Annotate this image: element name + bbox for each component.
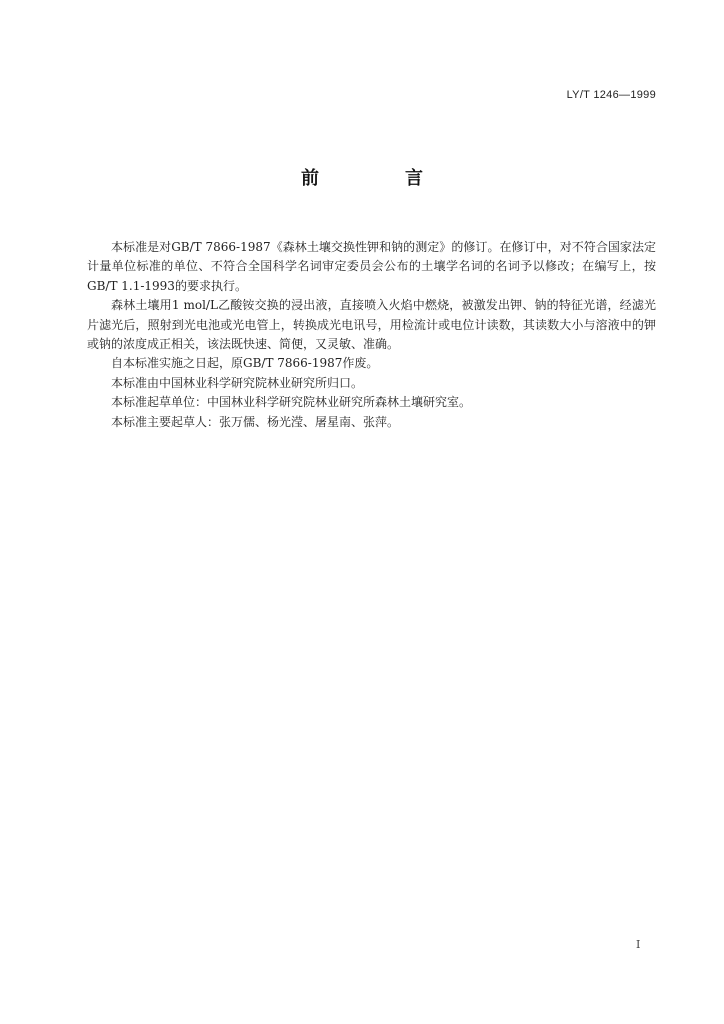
paragraph-method: 森林土壤用1 mol/L乙酸铵交换的浸出液，直接喷入火焰中燃烧，被激发出钾、钠的特征光谱，经滤光片滤光后，照射到光电池或光电管上，转换成光电讯号，用检流计或电位计读数，其读数大小与溶液中的钾或钠的浓度成正相关，该法既快速、简便，又灵敏、准确。 (87, 298, 656, 352)
page-number: I (636, 938, 641, 951)
paragraph-drafting-unit: 本标准起草单位：中国林业科学研究院林业研究所森林土壤研究室。 (111, 395, 472, 410)
standard-code: LY/T 1246—1999 (566, 89, 656, 101)
paragraph-administration: 本标准由中国林业科学研究院林业研究所归口。 (111, 375, 364, 390)
foreword-body (87, 238, 656, 432)
paragraph-revision: 本标准是对GB/T 7866-1987《森林土壤交换性钾和钠的测定》的修订。在修订中，对不符合国家法定计量单位标准的单位、不符合全国科学名词审定委员会公布的土壤学名词的名词予以修改；在编写上，按GB/T 1.1-1993的要求执行。 (87, 240, 656, 293)
paragraph-supersedes: 自本标准实施之日起，原GB/T 7866-1987作废。 (111, 356, 379, 371)
page-title: 前 言 (301, 168, 457, 189)
paragraph-drafters: 本标准主要起草人：张万儒、杨光滢、屠星南、张萍。 (111, 414, 400, 429)
